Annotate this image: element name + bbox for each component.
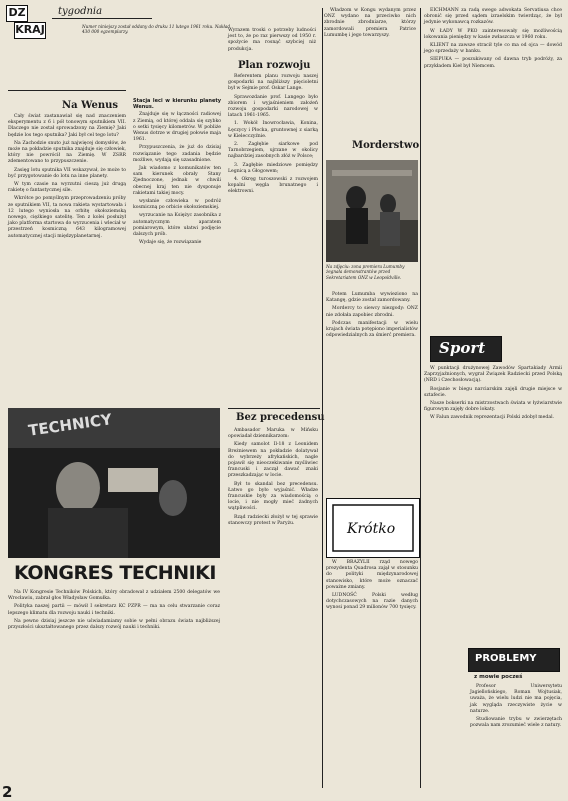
bez-title: Bez precedensu bbox=[236, 412, 325, 423]
logo-bottom: KRAJ bbox=[14, 22, 46, 39]
congress-title: KONGRES TECHNIKI bbox=[14, 562, 216, 584]
congress-p: Na IV Kongresie Techników Polskich, który obradował z udziałem 2500 delegatów we Wrocławiu, zabrał głos Władysław Gomułka. bbox=[8, 590, 220, 602]
sport-p: W Falun zawodnik reprezentacji Polski zdobył medal. bbox=[430, 415, 554, 421]
krotko-logo-icon bbox=[327, 499, 419, 557]
plan-p: 2. Zagłębie siarkowe pod Tarnobrzegiem, ujrzane w okolicy najbardziej zasobnych złóż w Polsce; bbox=[228, 142, 318, 160]
masthead-rule bbox=[52, 18, 152, 19]
murder-caption: Na zdjęciu: zona premiera Lumumby żegnała demonstrantów przed Sekretariatem ONZ w Leopoldville. bbox=[326, 264, 405, 280]
sport-badge bbox=[430, 336, 502, 362]
page-number: 2 bbox=[2, 783, 13, 801]
plan-title: Plan rozwoju bbox=[238, 60, 311, 71]
plan-intro bbox=[228, 28, 316, 52]
krotko-badge bbox=[326, 498, 420, 558]
brazil-p: W BRAZYLII rząd nowego prezydenta Quadrosa zajął w stosunku do polityki międzynarodowej stanowisko, które może oznaczać poważne zmiany. bbox=[326, 560, 418, 590]
venus-p: Na Zachodzie snuto już najwięcej domysłów, że może na pokładzie sputnika znajduje się człowiek, który nie powrócił na Ziemię. W ZSRR zdementowano to przypuszczenie. bbox=[8, 140, 126, 165]
murder-p: Podczas manifestacji w wielu krajach świata potępiono imperialistów odpowiedzialnych za śmierć premiera. bbox=[326, 320, 418, 339]
venus-rule bbox=[8, 90, 126, 91]
station-p: wyrzucanie na Księżyc zasobnika z automatycznym aparatem pomiarowym, które ułatwi podjęcie dalszych prób. bbox=[133, 213, 221, 238]
murder-column bbox=[326, 292, 418, 492]
station-column bbox=[133, 98, 221, 404]
sport-title: Sport bbox=[439, 339, 486, 357]
right-news-column bbox=[424, 8, 562, 328]
plan-column bbox=[228, 74, 318, 404]
right-item: EICHMANN za radą swego adwokata Servatiusa chce obronić się przed sądem izraelskim twierdząc, że był jedynie wykonawcą rozkazów. bbox=[424, 8, 562, 26]
problem-title: PROBLEMY bbox=[475, 653, 537, 664]
section-logo bbox=[6, 5, 50, 41]
murder-photo bbox=[326, 160, 418, 262]
bez-rule bbox=[228, 408, 320, 409]
plan-intro-text: Wyrazem troski o potrzeby ludności jest to, że po raz pierwszy od 1950 r. spożycie ma rosnąć szybciej niż produkcja. bbox=[228, 28, 316, 52]
bez-p: Ambasador Maruka w Mińsku opowiadał dziennikarzom: bbox=[228, 428, 318, 440]
bez-p: Był to skandal bez precedensu. Łatwo go było wyjaśnić. Władze francuskie były za wiadomością o locie, i nie mogły mieć żadnych wątpliwości. bbox=[228, 481, 318, 512]
sport-p: Rosjanie w biegu narciarskim zajęli drugie miejsce w sztafecie. bbox=[424, 386, 562, 398]
murder-p: Potem Lumumba wywieziono na Katangę, gdzie został zamordowany. bbox=[326, 292, 418, 304]
station-p: Przypuszczenia, że już do dzisiaj rozwiązanie tego zadania będzie możliwe, wydają się uzasadnione. bbox=[133, 145, 221, 163]
venus-column bbox=[8, 114, 126, 402]
problem-badge bbox=[468, 648, 560, 672]
venus-p: Cały świat zastanawiał się nad znaczeniem eksperymentu z 6 i pół tonowym sputnikiem VII. Dlaczego nie został sprowadzony na Ziemię? Jaki będzie los tego sputnika? Jaki był cel tego lotu? bbox=[8, 114, 126, 138]
station-p: wysłanie człowieka w podróż kosmiczną po orbicie okołoziemskiej. bbox=[133, 199, 221, 211]
demonstration-photo-icon bbox=[326, 160, 418, 262]
section-title: tygodnia bbox=[58, 6, 103, 17]
congress-p: Na pewno dzisiaj jeszcze nie uświadamiamy sobie w pełni obrazu świata najbliższej przyszłości ukształtowanego przez dalszy rozwój nauki i techniki. bbox=[8, 618, 220, 631]
venus-p: Zasięg lotu sputnika VII wskazywał, że może to być przygotowanie do lotu na inne planety. bbox=[8, 167, 126, 179]
brazil-p: LUDNOŚĆ Polski według dotychczasowych na razie danych wynosi ponad 29 milionów 700 tysięcy. bbox=[326, 593, 418, 611]
congress-p: Polityka naszej partii — mówił I sekretarz KC PZPR — ma na celu stwarzanie coraz lepszego klimatu dla rozwoju nauki i techniki. bbox=[8, 604, 220, 616]
logo-top: DZ bbox=[6, 5, 28, 22]
column-rule bbox=[322, 8, 323, 788]
issue-note: Numer niniejszy został oddany do druku 11 lutego 1961 roku. Nakład 430 000 egzemplarzy. bbox=[82, 24, 231, 35]
murder-intro bbox=[324, 8, 416, 148]
bez-p: Rząd radziecki złożył w tej sprawie stanowczy protest w Paryżu. bbox=[228, 514, 318, 526]
sport-p: Nasze bokserki na mistrzostwach świata w łyżwiarstwie figurowym zajęły dobre lokaty. bbox=[424, 401, 562, 413]
bez-p: Kiedy samolot Il-18 z Leonidem Breżniewem na pokładzie dolatywał do wybrzeży afrykańskich, nagle pojawił się nieoczekiwanie myśliwiec francuski i zaczął dawać znaki przeszkadzając w locie. bbox=[228, 442, 318, 479]
sport-p: W punktacji drużynowej Zawodów Spartakiady Armii Zaprzyjaźnionych, wygrał Związek Radziecki przed Polską (NRD i Czechosłowacją). bbox=[424, 366, 562, 384]
venus-p: Wkrótce po pomyślnym przeprowadzeniu próby ze sputnikiem VII, ta nowa rakieta wystartowała i 12 lutego wyniosła na orbitę okołoziemską nowego, ciężkiego satelitę. Ten z kolei posłużył jako platforma startowa do wyrzucenia i wleciał w przestrzeń kosmiczną 643 kilogramowej automatycznej stacji międzyplanetarnej. bbox=[8, 196, 126, 239]
plan-p: 3. Zagłębie miedziowe pomiędzy Legnicą a Głogowem; bbox=[228, 162, 318, 174]
sport-column bbox=[424, 366, 562, 646]
problem-p: Profesor Uniwersytetu Jagiellońskiego, Roman Wojtusiak, uważa, że wielu ludzi nie ma pojęcia, jak wygląda rzeczywiste życie w naturze. bbox=[470, 684, 562, 714]
right-item: W ŁADY W PKO zainteresowały się możliwością lokowania pieniędzy w kasie zwłaszcza w 1960 roku. bbox=[424, 28, 562, 40]
plan-p: 4. Okręg turoszowski z rozwojem kopalni węgla brunatnego i elektrowni. bbox=[228, 177, 318, 195]
right-item: KLIENT na zawsze stracił tyle co ma od ojca — dowód jego sprzedaży w banku. bbox=[424, 43, 562, 55]
plan-p: Sprawozdanie prof. Langego było zbiorem i wyjaśnieniem założeń rozwoju gospodarki narodowej w latach 1961-1965. bbox=[228, 94, 318, 119]
venus-title: Na Wenus bbox=[62, 100, 119, 111]
station-p: Znajduje się w łączności radiowej z Ziemią, od której oddala się szybko o setki tysięcy kilometrów. W pobliże Wenus dotrze w drugiej połowie maja 1961. bbox=[133, 112, 221, 143]
station-p: Wydaje się, że rozwiązanie bbox=[139, 240, 202, 246]
problem-column bbox=[470, 684, 562, 784]
bez-column bbox=[228, 428, 318, 778]
murder-title: Morderstwo bbox=[352, 140, 420, 151]
photo-sign: TECHNICY bbox=[27, 410, 113, 440]
right-item: SIEPUKA — poszukiwany od dawna tryb podróży, za przykładem Kieł był Niemcem. bbox=[424, 57, 562, 69]
murder-intro-p: Władzom w Kongu wydanym przez ONZ wydano na przeciwko nich zbrodnie zbrodniarze, którzy zamordowali premiera Patrice Lumumbę i jego towarzyszy. bbox=[324, 8, 416, 38]
problem-subtitle: z mowie pocześ bbox=[474, 674, 523, 680]
plan-p: Referentem planu rozwoju naszej gospodarki na najbliższy pięcioletni był w Sejmie prof. Oskar Lange. bbox=[228, 74, 318, 92]
station-p: Jak wiadomo z komunikatów ten sam kierunek obrały Stany Zjednoczone, jednak w chwili obecnej kraj ten nie dysponuje rakietami takiej mocy. bbox=[133, 166, 221, 196]
brazil-column bbox=[326, 560, 418, 780]
venus-p: W tym czasie na wyrzutni cieszą już drugą rakietę o fantastycznej sile. bbox=[8, 182, 126, 194]
plan-p: 1. Wokół Inowrocławia, Konina, Łęczycy i Płocka, gruntownej z siarką w Kielecczyźnie. bbox=[228, 121, 318, 139]
murder-p: Mordercy to siewcy niezgody: ONZ nie zdołała zapobiec zbrodni. bbox=[326, 306, 418, 318]
problem-p: Studiowanie trybu w zwierzętach pozwala nam zrozumieć wiele z natury. bbox=[470, 717, 562, 729]
station-heading: Stacja leci w kierunku planety Wenus. bbox=[133, 98, 221, 111]
column-rule bbox=[420, 8, 421, 788]
congress-column bbox=[8, 590, 220, 782]
svg-text:Krótko: Krótko bbox=[347, 521, 396, 537]
congress-photo bbox=[8, 408, 220, 558]
